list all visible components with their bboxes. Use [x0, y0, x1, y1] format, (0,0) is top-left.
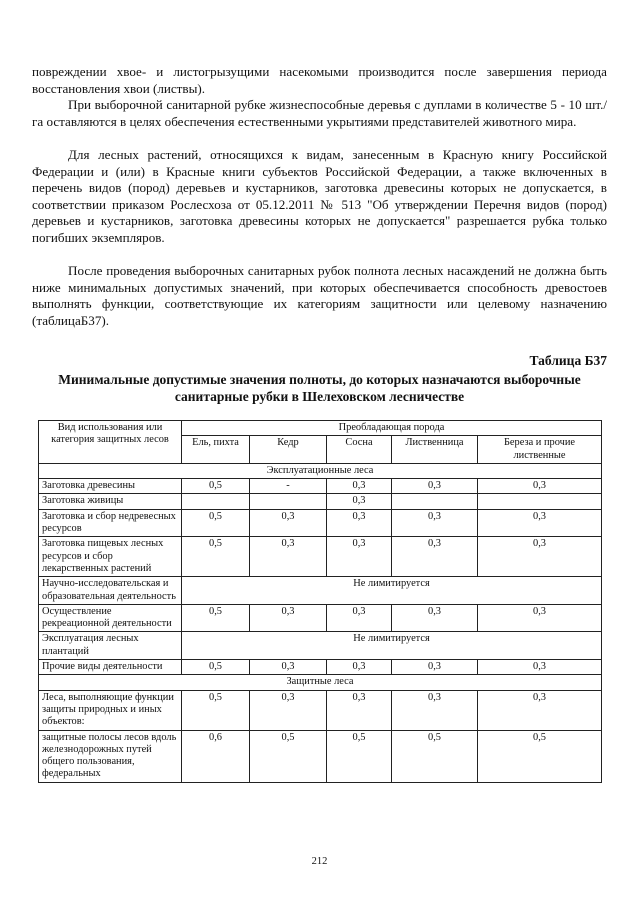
cell-value: 0,3	[327, 494, 392, 509]
cell-value: 0,6	[182, 730, 250, 782]
cell-value: 0,3	[392, 604, 478, 632]
cell-value: 0,3	[478, 660, 602, 675]
row-name: Заготовка живицы	[39, 494, 182, 509]
cell-value: 0,3	[250, 690, 327, 730]
cell-value: 0,3	[250, 537, 327, 577]
cell-value: 0,3	[250, 604, 327, 632]
cell-value: 0,3	[327, 509, 392, 537]
cell-value: 0,5	[182, 537, 250, 577]
paragraph-4: После проведения выборочных санитарных рубок полнота лесных насаждений не должна быть ниже минимальных допустимых значений, при которых обеспечивается способность древостоев выполнять функции, соответствующие их категориям защитности или целевому назначению (таблицаБ37).	[32, 263, 607, 328]
cell-value: 0,5	[392, 730, 478, 782]
cell-value: 0,5	[182, 479, 250, 494]
cell-value: 0,3	[327, 479, 392, 494]
cell-value	[250, 494, 327, 509]
table-row	[39, 537, 602, 577]
cell-value: -	[250, 479, 327, 494]
row-name: Прочие виды деятельности	[39, 660, 182, 675]
table-row	[39, 632, 602, 660]
table-row	[39, 509, 602, 537]
row-name: Научно-исследовательская и образовательная деятельность	[39, 577, 182, 605]
cell-value: 0,5	[250, 730, 327, 782]
cell-value: 0,5	[182, 660, 250, 675]
density-table	[38, 420, 602, 783]
cell-value: 0,3	[250, 509, 327, 537]
row-name: Заготовка древесины	[39, 479, 182, 494]
table-header-row	[39, 421, 602, 436]
section-title: Эксплуатационные леса	[39, 463, 602, 478]
cell-value: 0,5	[182, 604, 250, 632]
cell-value: 0,3	[327, 660, 392, 675]
row-name: Заготовка пищевых лесных ресурсов и сбор лекарственных растений	[39, 537, 182, 577]
cell-value	[392, 494, 478, 509]
cell-value: 0,3	[478, 537, 602, 577]
table-row	[39, 494, 602, 509]
header-prevailing-species: Преобладающая порода	[182, 421, 602, 436]
table-row	[39, 479, 602, 494]
section-row	[39, 675, 602, 690]
cell-value	[478, 494, 602, 509]
cell-value: 0,3	[327, 604, 392, 632]
header-species-cedar: Кедр	[250, 436, 327, 464]
section-row	[39, 463, 602, 478]
table-row	[39, 730, 602, 782]
cell-value: 0,5	[182, 690, 250, 730]
cell-value: 0,3	[478, 690, 602, 730]
table-row	[39, 660, 602, 675]
cell-value: 0,3	[327, 537, 392, 577]
merged-value: Не лимитируется	[182, 577, 602, 605]
row-name: Осуществление рекреационной деятельности	[39, 604, 182, 632]
page-number: 212	[311, 856, 328, 867]
row-name: защитные полосы лесов вдоль железнодорожных путей общего пользования, федеральных	[39, 730, 182, 782]
table-row	[39, 604, 602, 632]
header-species-spruce-fir: Ель, пихта	[182, 436, 250, 464]
header-usage-type: Вид использования или категория защитных лесов	[39, 421, 182, 464]
cell-value: 0,3	[392, 690, 478, 730]
cell-value	[182, 494, 250, 509]
section-title: Защитные леса	[39, 675, 602, 690]
cell-value: 0,3	[478, 509, 602, 537]
cell-value: 0,3	[392, 537, 478, 577]
cell-value: 0,5	[478, 730, 602, 782]
cell-value: 0,3	[392, 660, 478, 675]
row-name: Леса, выполняющие функции защиты природных и иных объектов:	[39, 690, 182, 730]
table-row	[39, 690, 602, 730]
cell-value: 0,3	[478, 479, 602, 494]
paragraph-2: При выборочной санитарной рубке жизнеспособные деревья с дуплами в количестве 5 - 10 шт./га оставляются в целях обеспечения естественными укрытиями представителей животного мира.	[32, 97, 607, 129]
table-label: Таблица Б37	[529, 353, 607, 368]
paragraph-3: Для лесных растений, относящихся к видам, занесенным в Красную книгу Российской Федерации и (или) в Красные книги субъектов Российской Федерации, а также включенных в перечень видов (пород) деревьев и кустарников, заготовка древесины которых не допускается, в соответствии приказом Рослесхоза от 05.12.2011 № 513 "Об утверждении Перечня видов (пород) деревьев и кустарников, заготовка древесины которых не допускается" разрешается рубка только погибших экземпляров.	[32, 147, 607, 245]
cell-value: 0,3	[392, 509, 478, 537]
cell-value: 0,3	[478, 604, 602, 632]
cell-value: 0,5	[327, 730, 392, 782]
cell-value: 0,3	[392, 479, 478, 494]
cell-value: 0,3	[250, 660, 327, 675]
row-name: Заготовка и сбор недревесных ресурсов	[39, 509, 182, 537]
header-species-birch: Береза и прочие лиственные	[478, 436, 602, 464]
merged-value: Не лимитируется	[182, 632, 602, 660]
cell-value: 0,5	[182, 509, 250, 537]
header-species-larch: Лиственница	[392, 436, 478, 464]
table-row	[39, 577, 602, 605]
cell-value: 0,3	[327, 690, 392, 730]
table-title: Минимальные допустимые значения полноты, до которых назначаются выборочные санитарные рубки в Шелеховском лесничестве	[58, 372, 581, 404]
header-species-pine: Сосна	[327, 436, 392, 464]
row-name: Эксплуатация лесных плантаций	[39, 632, 182, 660]
paragraph-1: повреждении хвое- и листогрызущими насекомыми производится после завершения периода восстановления хвои (листвы).	[32, 64, 607, 96]
